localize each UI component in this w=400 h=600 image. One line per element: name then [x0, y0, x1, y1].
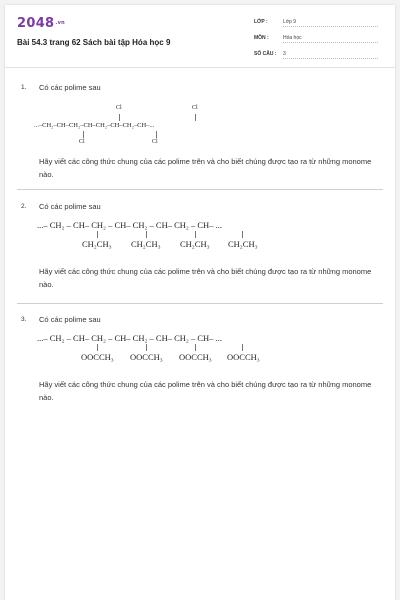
worksheet [5, 5, 395, 600]
question-intro: Có các polime sau [39, 315, 101, 324]
question-number: 3. [21, 316, 27, 323]
bond-line [195, 114, 196, 121]
formula-substituent: CH₂CH₃ [228, 239, 258, 249]
page-title: Bài 54.3 trang 62 Sách bài tập Hóa học 9 [17, 38, 171, 47]
subject-value: Hóa học [283, 35, 378, 43]
bond-line [242, 344, 243, 351]
divider [17, 189, 383, 190]
logo-suffix: .vn [55, 20, 66, 26]
subject-label: MÔN : [254, 35, 269, 41]
question-intro: Có các polime sau [39, 83, 101, 92]
grade-value: Lớp 9 [283, 19, 378, 27]
bond-line [146, 344, 147, 351]
bond-line [242, 231, 243, 238]
formula-substituent: CH₂CH₃ [180, 239, 210, 249]
formula-substituent: OOCCH₃ [81, 352, 114, 362]
question-intro: Có các polime sau [39, 202, 101, 211]
question-count-value: 3 [283, 51, 378, 59]
divider [17, 303, 383, 304]
formula-substituent: OOCCH₃ [130, 352, 163, 362]
worksheet-header [5, 5, 395, 68]
polymer-formula: ...– CH₂ – CH– CH₂ – CH– CH₂ – CH– CH₂ – CH– ... [37, 333, 222, 343]
bond-line [146, 231, 147, 238]
bond-line [195, 344, 196, 351]
bond-line [156, 131, 157, 138]
question-text: Hãy viết các công thức chung của các polime trên và cho biết chúng được tạo ra từ những monome nào. [39, 157, 372, 179]
formula-substituent: Cl [79, 139, 85, 145]
bond-line [195, 231, 196, 238]
formula-substituent: OOCCH₃ [227, 352, 260, 362]
formula-substituent: Cl [116, 105, 122, 111]
formula-substituent: Cl [152, 139, 158, 145]
formula-substituent: CH₂CH₃ [131, 239, 161, 249]
formula-substituent: CH₂CH₃ [82, 239, 112, 249]
question-count-label: SỐ CÂU : [254, 51, 277, 57]
question-text: Hãy viết các công thức chung của các polime trên và cho biết chúng được tạo ra từ những monome nào. [39, 267, 372, 289]
polymer-formula: ...– CH₂ – CH– CH₂ – CH– CH₂ – CH– CH₂ – CH– ... [37, 220, 222, 230]
question-number: 1. [21, 84, 27, 91]
bond-line [83, 131, 84, 138]
grade-label: LỚP : [254, 19, 268, 25]
bond-line [97, 231, 98, 238]
bond-line [119, 114, 120, 121]
formula-substituent: OOCCH₃ [179, 352, 212, 362]
polymer-formula: ...–CH₂–CH–CH₂–CH–CH₂–CH–CH₂–CH–... [34, 122, 155, 129]
logo-text: 2048 [17, 16, 55, 31]
question-text: Hãy viết các công thức chung của các polime trên và cho biết chúng được tạo ra từ những monome nào. [39, 380, 372, 402]
formula-substituent: Cl [192, 105, 198, 111]
bond-line [97, 344, 98, 351]
site-logo[interactable] [17, 16, 65, 31]
question-number: 2. [21, 203, 27, 210]
